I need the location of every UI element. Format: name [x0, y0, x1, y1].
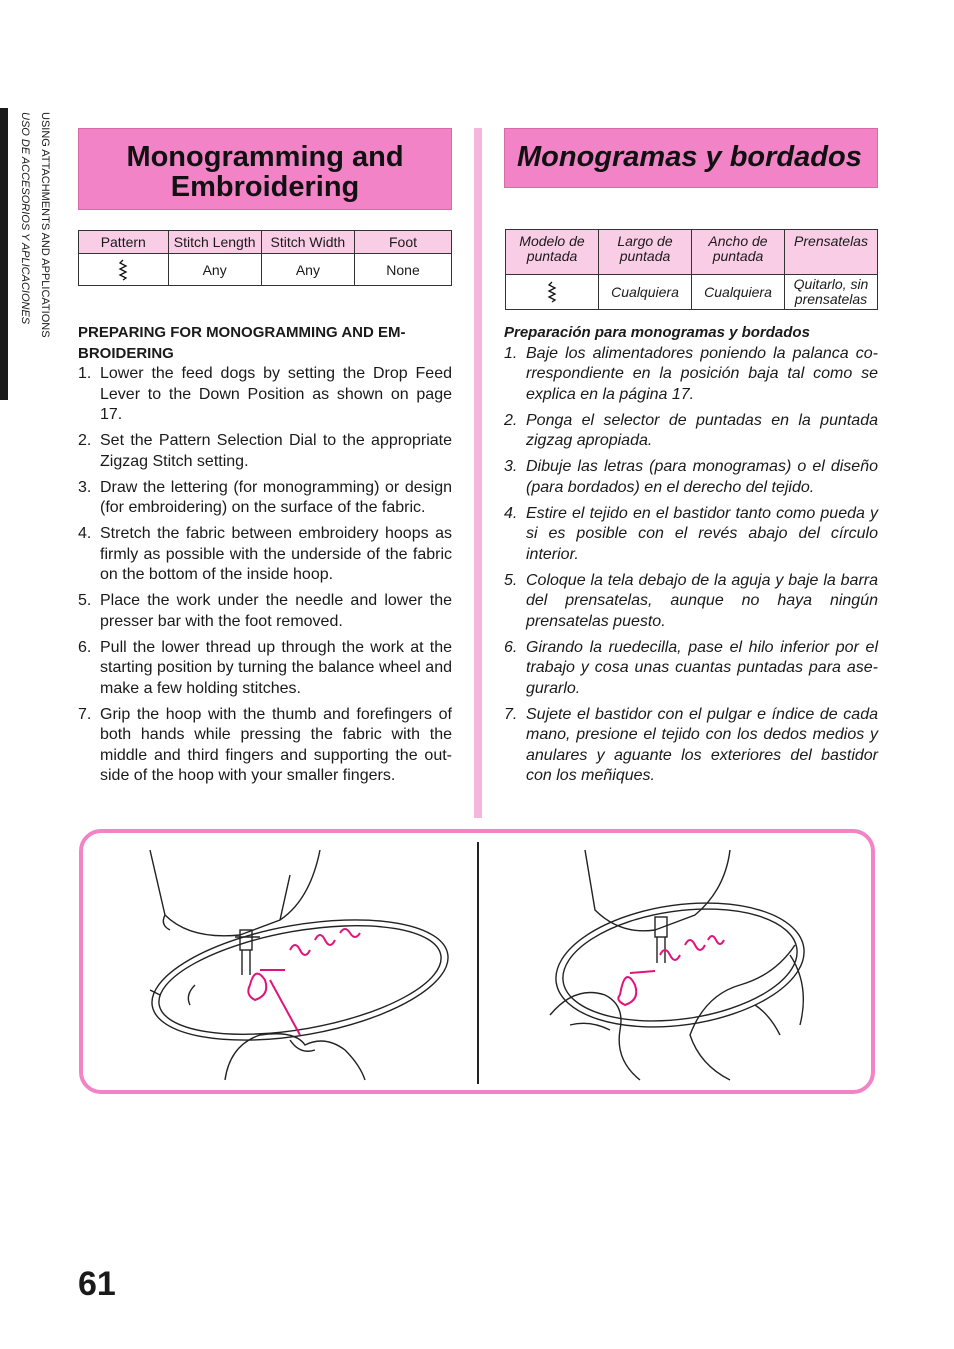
table-header-cell: Pattern: [79, 231, 169, 254]
spanish-section-heading: Preparación para monogramas y bordados: [504, 324, 810, 341]
table-header-cell: Foot: [355, 231, 452, 254]
english-title: [79, 129, 451, 202]
english-instructions: [78, 323, 452, 792]
section-side-tab: [0, 108, 62, 400]
list-item: [504, 457, 878, 498]
english-title-box: [78, 128, 452, 210]
step-text: Grip the hoop with the thumb and forefingers of both hands while pressing the fabric with the middle and third fingers and supporting the out-side of the hoop with your smaller fingers.: [100, 705, 452, 784]
zigzag-stitch-icon: [547, 281, 557, 303]
step-number: 3.: [504, 458, 518, 475]
table-header-row: [79, 231, 452, 254]
table-cell: None: [355, 254, 452, 286]
spanish-instructions: [504, 323, 878, 792]
side-tab-bar: [0, 108, 8, 400]
step-text: Pull the lower thread up through the work at the starting position by turning the balance wheel and make a few holding stitches.: [100, 638, 452, 697]
step-number: 3.: [78, 478, 92, 496]
list-item: [504, 411, 878, 452]
illustration-divider: [477, 842, 479, 1084]
step-number: 4.: [78, 525, 92, 542]
table-header-row: [506, 230, 878, 275]
step-number: 4.: [504, 504, 518, 522]
list-item: [504, 571, 878, 633]
step-number: 7.: [504, 705, 518, 723]
step-number: 2.: [504, 411, 518, 429]
table-cell-pattern: [79, 254, 169, 286]
step-text: Girando la ruedecilla, pase el hilo inferior por el trabajo y cosa unas cuantas puntadas para ase-gurarlo.: [526, 638, 878, 697]
step-text: Baje los alimentadores poniendo la palanca co-rrespondiente en la posición baja tal como se explica en la página 17.: [526, 344, 878, 403]
step-text: Draw the lettering (for monogramming) or design (for embroidering) on the surface of the fabric.: [100, 478, 452, 516]
table-header-cell: Prensatelas: [785, 230, 878, 275]
table-cell: Any: [168, 254, 261, 286]
list-item: [504, 638, 878, 700]
english-step-list: [78, 364, 452, 787]
table-header-cell: Modelo de puntada: [506, 230, 599, 275]
list-item: [78, 705, 452, 787]
step-number: 5.: [78, 592, 92, 609]
table-cell: Any: [261, 254, 354, 286]
step-text: Coloque la tela debajo de la aguja y baje la barra del prensatelas, aunque no haya ningún prensatelas puesto.: [526, 571, 878, 630]
list-item: [78, 591, 452, 632]
english-title-line1: Monogramming and: [126, 141, 404, 173]
step-text: Lower the feed dogs by setting the Drop Feed Lever to the Down Position as shown on page 17.: [100, 365, 452, 423]
list-item: [504, 504, 878, 566]
step-text: Sujete el bastidor con el pulgar e índice de cada mano, presione el tejido con los dedos medios y anulares y aguante los exteriores del bastidor con los meñiques.: [526, 705, 878, 784]
english-title-line2: Embroidering: [170, 171, 360, 203]
embroidery-illustration-left: [130, 845, 470, 1085]
step-number: 1.: [78, 365, 92, 382]
page-number: 61: [78, 1265, 116, 1303]
table-cell: Cualquiera: [692, 275, 785, 310]
english-section-heading: PREPARING FOR MONOGRAMMING AND EM-BROIDERING: [78, 324, 406, 362]
step-number: 5.: [504, 571, 518, 589]
english-settings-table: [78, 230, 452, 286]
spanish-title: Monogramas y bordados: [517, 141, 862, 173]
list-item: [78, 524, 452, 586]
step-number: 6.: [78, 638, 92, 656]
step-number: 1.: [504, 344, 518, 362]
step-text: Estire el tejido en el bastidor tanto como pueda y si es posible con el revés abajo del círculo interior.: [526, 504, 878, 563]
side-tab-label-english: USING ATTACHMENTS AND APPLICATIONS: [39, 112, 51, 338]
step-number: 2.: [78, 432, 92, 449]
step-text: Set the Pattern Selection Dial to the appropriate Zigzag Stitch setting.: [100, 432, 452, 470]
column-divider: [474, 128, 482, 818]
list-item: [504, 705, 878, 787]
table-header-cell: Ancho de puntada: [692, 230, 785, 275]
list-item: [78, 478, 452, 519]
step-text: Place the work under the needle and lower the presser bar with the foot removed.: [100, 592, 452, 630]
list-item: [78, 431, 452, 472]
table-cell: Cualquiera: [599, 275, 692, 310]
list-item: [78, 638, 452, 700]
table-cell: Quitarlo, sin prensatelas: [785, 275, 878, 310]
table-row: [79, 254, 452, 286]
table-cell-pattern: [506, 275, 599, 310]
spanish-title-box: [504, 128, 878, 188]
spanish-step-list: [504, 344, 878, 787]
spanish-settings-table: [505, 229, 878, 310]
list-item: [504, 344, 878, 406]
list-item: [78, 364, 452, 426]
zigzag-stitch-icon: [118, 259, 128, 281]
side-tab-label-spanish: USO DE ACCESORIOS Y APLICACIONES: [19, 112, 31, 325]
table-header-cell: Stitch Width: [261, 231, 354, 254]
table-header-cell: Largo de puntada: [599, 230, 692, 275]
step-text: Ponga el selector de puntadas en la puntada zigzag apropiada.: [526, 411, 878, 449]
step-number: 7.: [78, 705, 92, 723]
step-number: 6.: [504, 638, 518, 656]
embroidery-illustration-right: [530, 845, 870, 1085]
table-header-cell: Stitch Length: [168, 231, 261, 254]
step-text: Stretch the fabric between embroidery hoops as firmly as possible with the underside of the fabric on the bottom of the inside hoop.: [100, 525, 452, 583]
table-row: [506, 275, 878, 310]
step-text: Dibuje las letras (para monogramas) o el diseño (para bordados) en el derecho del tejido.: [526, 458, 878, 496]
